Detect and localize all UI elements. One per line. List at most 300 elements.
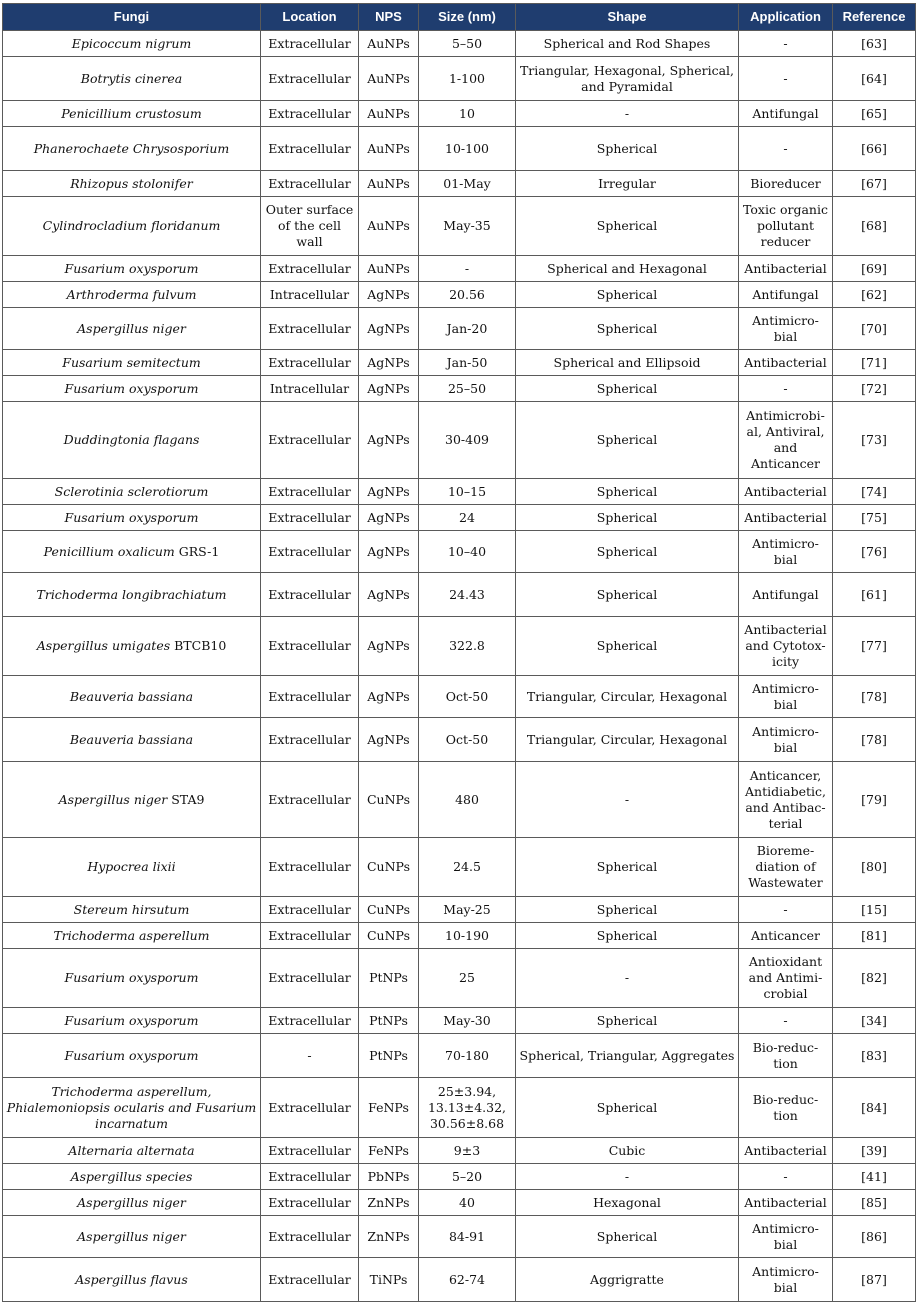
table-row (3, 197, 916, 256)
cell-reference: [79] (833, 762, 916, 838)
table-row (3, 1190, 916, 1216)
cell-fungi (3, 1008, 261, 1034)
cell-application: Bio-reduc-tion (739, 1034, 833, 1078)
cell-size: 10 (419, 101, 516, 127)
cell-nps: AgNPs (359, 676, 419, 718)
cell-application: Antimicro-bial (739, 531, 833, 573)
table-row (3, 1078, 916, 1138)
cell-application: Antimicrobi-al, Antiviral, and Anticancer (739, 402, 833, 479)
table-row (3, 350, 916, 376)
cell-fungi (3, 762, 261, 838)
cell-reference: [34] (833, 1008, 916, 1034)
cell-location: Extracellular (261, 1138, 359, 1164)
cell-reference: [86] (833, 1216, 916, 1258)
cell-location: - (261, 1034, 359, 1078)
cell-application: Antibacterial (739, 350, 833, 376)
cell-application: Antifungal (739, 573, 833, 617)
cell-application: - (739, 127, 833, 171)
cell-fungi (3, 531, 261, 573)
cell-fungi (3, 350, 261, 376)
cell-fungi (3, 282, 261, 308)
cell-size: 01-May (419, 171, 516, 197)
cell-shape: Spherical (516, 127, 739, 171)
cell-fungi (3, 1034, 261, 1078)
cell-application: Toxic organic pollutant reducer (739, 197, 833, 256)
cell-size: 25±3.94, 13.13±4.32, 30.56±8.68 (419, 1078, 516, 1138)
cell-nps: AuNPs (359, 256, 419, 282)
cell-application: Anticancer (739, 923, 833, 949)
cell-nps: CuNPs (359, 838, 419, 897)
cell-location: Extracellular (261, 57, 359, 101)
cell-fungi (3, 897, 261, 923)
cell-nps: PtNPs (359, 949, 419, 1008)
cell-size: 30-409 (419, 402, 516, 479)
cell-nps: AgNPs (359, 617, 419, 676)
cell-nps: AgNPs (359, 402, 419, 479)
cell-location: Extracellular (261, 402, 359, 479)
cell-fungi (3, 479, 261, 505)
cell-nps: AgNPs (359, 505, 419, 531)
fungi-name: Epicoccum nigrum (71, 35, 192, 51)
cell-shape: Triangular, Circular, Hexagonal (516, 718, 739, 762)
cell-nps: CuNPs (359, 762, 419, 838)
fungi-strain: BTCB10 (174, 638, 227, 653)
cell-shape: Spherical (516, 308, 739, 350)
cell-nps: AgNPs (359, 479, 419, 505)
cell-fungi (3, 617, 261, 676)
cell-application: - (739, 31, 833, 57)
table-row (3, 1216, 916, 1258)
cell-reference: [84] (833, 1078, 916, 1138)
table-row (3, 308, 916, 350)
cell-application: Antibacterial (739, 1190, 833, 1216)
table-row (3, 31, 916, 57)
header-fungi: Fungi (3, 4, 261, 31)
cell-fungi (3, 197, 261, 256)
table-row (3, 923, 916, 949)
fungi-name: Fusarium semitectum (62, 354, 201, 370)
cell-reference: [70] (833, 308, 916, 350)
cell-shape: Spherical (516, 1008, 739, 1034)
cell-nps: AgNPs (359, 718, 419, 762)
table-row (3, 838, 916, 897)
cell-location: Extracellular (261, 505, 359, 531)
cell-application: Antimicro-bial (739, 718, 833, 762)
fungi-nanoparticle-table (2, 3, 916, 1302)
table-row (3, 617, 916, 676)
cell-fungi (3, 31, 261, 57)
cell-application: - (739, 1008, 833, 1034)
cell-reference: [68] (833, 197, 916, 256)
fungi-name: Botrytis cinerea (80, 70, 183, 86)
cell-location: Extracellular (261, 31, 359, 57)
cell-fungi (3, 376, 261, 402)
cell-location: Extracellular (261, 1078, 359, 1138)
cell-size: 24.43 (419, 573, 516, 617)
cell-reference: [62] (833, 282, 916, 308)
table-row (3, 1258, 916, 1302)
table-row (3, 1138, 916, 1164)
cell-fungi (3, 1258, 261, 1302)
cell-fungi (3, 718, 261, 762)
cell-nps: AgNPs (359, 308, 419, 350)
fungi-name: Stereum hirsutum (73, 901, 190, 917)
cell-shape: Triangular, Circular, Hexagonal (516, 676, 739, 718)
cell-location: Extracellular (261, 617, 359, 676)
cell-nps: AgNPs (359, 376, 419, 402)
cell-fungi (3, 402, 261, 479)
cell-reference: [65] (833, 101, 916, 127)
table-row (3, 531, 916, 573)
cell-nps: TiNPs (359, 1258, 419, 1302)
cell-shape: Spherical (516, 531, 739, 573)
fungi-name: Trichoderma asperellum (53, 927, 210, 943)
fungi-name: Aspergillus niger (58, 791, 168, 807)
table-row (3, 949, 916, 1008)
table-row (3, 676, 916, 718)
cell-nps: AuNPs (359, 31, 419, 57)
cell-reference: [63] (833, 31, 916, 57)
cell-location: Extracellular (261, 573, 359, 617)
cell-fungi (3, 308, 261, 350)
cell-size: 5–50 (419, 31, 516, 57)
cell-reference: [78] (833, 676, 916, 718)
cell-shape: - (516, 101, 739, 127)
table-row (3, 897, 916, 923)
table-row (3, 479, 916, 505)
cell-shape: Aggrigratte (516, 1258, 739, 1302)
cell-fungi (3, 676, 261, 718)
cell-size: May-25 (419, 897, 516, 923)
cell-reference: [80] (833, 838, 916, 897)
cell-application: - (739, 897, 833, 923)
cell-location: Extracellular (261, 101, 359, 127)
cell-fungi (3, 1216, 261, 1258)
cell-reference: [78] (833, 718, 916, 762)
cell-application: Antifungal (739, 101, 833, 127)
cell-application: - (739, 1164, 833, 1190)
cell-location: Extracellular (261, 308, 359, 350)
fungi-name: Trichoderma longibrachiatum (36, 586, 227, 602)
cell-nps: AuNPs (359, 171, 419, 197)
cell-reference: [76] (833, 531, 916, 573)
fungi-name: Trichoderma asperellum, Phialemoniopsis ocularis and Fusarium incarnatum (6, 1083, 257, 1131)
cell-shape: Spherical and Rod Shapes (516, 31, 739, 57)
fungi-strain: STA9 (171, 791, 205, 807)
fungi-name: Aspergillus niger (77, 320, 186, 336)
fungi-name: Duddingtonia flagans (63, 432, 200, 447)
cell-shape: Spherical (516, 573, 739, 617)
cell-application: - (739, 376, 833, 402)
fungi-name: Aspergillus species (70, 1168, 193, 1184)
cell-size: 62-74 (419, 1258, 516, 1302)
fungi-name: Fusarium oxysporum (64, 260, 199, 276)
cell-application: Antimicro-bial (739, 308, 833, 350)
header-shape: Shape (516, 4, 739, 31)
table-row (3, 1008, 916, 1034)
cell-nps: PbNPs (359, 1164, 419, 1190)
cell-location: Intracellular (261, 376, 359, 402)
cell-location: Extracellular (261, 838, 359, 897)
cell-nps: AuNPs (359, 197, 419, 256)
table-row (3, 718, 916, 762)
cell-shape: Spherical (516, 402, 739, 479)
table-row (3, 127, 916, 171)
cell-shape: Spherical (516, 376, 739, 402)
header-reference: Reference (833, 4, 916, 31)
cell-reference: [83] (833, 1034, 916, 1078)
table-row (3, 573, 916, 617)
cell-reference: [67] (833, 171, 916, 197)
cell-size: 25–50 (419, 376, 516, 402)
cell-size: 322.8 (419, 617, 516, 676)
fungi-name: Aspergillus niger (77, 1194, 186, 1210)
cell-size: Jan-50 (419, 350, 516, 376)
cell-fungi (3, 101, 261, 127)
fungi-name: Cylindrocladium floridanum (42, 218, 221, 233)
cell-nps: CuNPs (359, 923, 419, 949)
cell-fungi (3, 1138, 261, 1164)
cell-shape: Spherical (516, 923, 739, 949)
header-row (3, 4, 916, 31)
cell-location: Extracellular (261, 949, 359, 1008)
cell-reference: [72] (833, 376, 916, 402)
table-row (3, 256, 916, 282)
table-row (3, 57, 916, 101)
cell-location: Extracellular (261, 762, 359, 838)
cell-application: Antibacterial (739, 505, 833, 531)
fungi-name: Fusarium oxysporum (64, 380, 199, 396)
cell-fungi (3, 1164, 261, 1190)
fungi-name: Penicillium crustosum (61, 105, 202, 121)
cell-nps: PtNPs (359, 1034, 419, 1078)
cell-size: 480 (419, 762, 516, 838)
cell-size: - (419, 256, 516, 282)
cell-application: Antibacterial (739, 479, 833, 505)
cell-application: Antibacterial (739, 256, 833, 282)
cell-size: 84-91 (419, 1216, 516, 1258)
cell-nps: AgNPs (359, 282, 419, 308)
cell-application: Antibacterial (739, 1138, 833, 1164)
cell-location: Extracellular (261, 897, 359, 923)
table-row (3, 505, 916, 531)
cell-location: Extracellular (261, 127, 359, 171)
fungi-name: Alternaria alternata (68, 1142, 195, 1158)
cell-size: 20.56 (419, 282, 516, 308)
cell-size: 1-100 (419, 57, 516, 101)
cell-shape: Spherical (516, 617, 739, 676)
cell-location: Extracellular (261, 1258, 359, 1302)
table-row (3, 282, 916, 308)
cell-reference: [64] (833, 57, 916, 101)
fungi-name: Beauveria bassiana (69, 731, 194, 747)
cell-size: 10–15 (419, 479, 516, 505)
cell-location: Extracellular (261, 1008, 359, 1034)
fungi-name: Phanerochaete Chrysosporium (33, 140, 230, 156)
cell-fungi (3, 838, 261, 897)
cell-shape: Spherical (516, 838, 739, 897)
cell-shape: Irregular (516, 171, 739, 197)
cell-fungi (3, 1078, 261, 1138)
cell-shape: Triangular, Hexagonal, Spherical, and Pyramidal (516, 57, 739, 101)
fungi-name: Fusarium oxysporum (64, 970, 199, 985)
cell-application: Antimicro-bial (739, 676, 833, 718)
cell-fungi (3, 505, 261, 531)
cell-size: May-30 (419, 1008, 516, 1034)
cell-application: Anticancer, Antidiabetic, and Antibac-terial (739, 762, 833, 838)
cell-size: May-35 (419, 197, 516, 256)
cell-reference: [81] (833, 923, 916, 949)
cell-location: Extracellular (261, 256, 359, 282)
table-row (3, 376, 916, 402)
cell-reference: [73] (833, 402, 916, 479)
cell-application: Antifungal (739, 282, 833, 308)
table-row (3, 402, 916, 479)
fungi-name: Fusarium oxysporum (64, 509, 199, 525)
fungi-name: Aspergillus niger (77, 1228, 186, 1244)
cell-fungi (3, 57, 261, 101)
cell-shape: Spherical (516, 282, 739, 308)
cell-reference: [87] (833, 1258, 916, 1302)
cell-shape: Spherical (516, 479, 739, 505)
header-location: Location (261, 4, 359, 31)
cell-location: Outer surface of the cell wall (261, 197, 359, 256)
cell-location: Extracellular (261, 1216, 359, 1258)
cell-location: Extracellular (261, 923, 359, 949)
table-row (3, 171, 916, 197)
cell-size: Oct-50 (419, 676, 516, 718)
cell-fungi (3, 1190, 261, 1216)
cell-size: 10–40 (419, 531, 516, 573)
cell-nps: FeNPs (359, 1138, 419, 1164)
table-row (3, 1034, 916, 1078)
fungi-name: Sclerotinia sclerotiorum (54, 483, 209, 499)
cell-reference: [75] (833, 505, 916, 531)
header-application: Application (739, 4, 833, 31)
cell-size: 70-180 (419, 1034, 516, 1078)
cell-fungi (3, 573, 261, 617)
cell-application: Bio-reduc-tion (739, 1078, 833, 1138)
fungi-name: Fusarium oxysporum (64, 1012, 199, 1028)
cell-reference: [77] (833, 617, 916, 676)
cell-shape: Spherical, Triangular, Aggregates (516, 1034, 739, 1078)
table-row (3, 762, 916, 838)
cell-nps: FeNPs (359, 1078, 419, 1138)
cell-application: Antioxidant and Antimi-crobial (739, 949, 833, 1008)
cell-size: Jan-20 (419, 308, 516, 350)
cell-size: 5–20 (419, 1164, 516, 1190)
cell-reference: [39] (833, 1138, 916, 1164)
cell-size: 9±3 (419, 1138, 516, 1164)
cell-reference: [61] (833, 573, 916, 617)
cell-reference: [85] (833, 1190, 916, 1216)
cell-application: Antibacterial and Cytotox-icity (739, 617, 833, 676)
cell-location: Extracellular (261, 718, 359, 762)
cell-size: 10-190 (419, 923, 516, 949)
cell-nps: AuNPs (359, 127, 419, 171)
cell-nps: AgNPs (359, 531, 419, 573)
cell-shape: - (516, 762, 739, 838)
cell-reference: [71] (833, 350, 916, 376)
cell-shape: - (516, 1164, 739, 1190)
cell-location: Extracellular (261, 531, 359, 573)
fungi-name: Hypocrea lixii (87, 859, 176, 874)
cell-shape: Spherical and Hexagonal (516, 256, 739, 282)
cell-shape: Spherical (516, 1216, 739, 1258)
table-body (3, 31, 916, 1302)
cell-location: Extracellular (261, 350, 359, 376)
cell-nps: AgNPs (359, 573, 419, 617)
cell-application: Bioreducer (739, 171, 833, 197)
cell-fungi (3, 923, 261, 949)
cell-location: Intracellular (261, 282, 359, 308)
cell-reference: [41] (833, 1164, 916, 1190)
fungi-name: Aspergillus flavus (75, 1271, 188, 1287)
cell-size: 25 (419, 949, 516, 1008)
cell-shape: Spherical (516, 197, 739, 256)
cell-size: 24 (419, 505, 516, 531)
cell-location: Extracellular (261, 1190, 359, 1216)
cell-location: Extracellular (261, 676, 359, 718)
cell-application: Antimicro-bial (739, 1216, 833, 1258)
fungi-strain: GRS-1 (178, 543, 220, 559)
cell-application: Antimicro-bial (739, 1258, 833, 1302)
cell-shape: - (516, 949, 739, 1008)
cell-size: 24.5 (419, 838, 516, 897)
cell-nps: ZnNPs (359, 1190, 419, 1216)
cell-shape: Spherical (516, 505, 739, 531)
cell-shape: Cubic (516, 1138, 739, 1164)
cell-reference: [74] (833, 479, 916, 505)
cell-nps: CuNPs (359, 897, 419, 923)
cell-shape: Spherical (516, 897, 739, 923)
fungi-name: Arthroderma fulvum (66, 286, 197, 302)
cell-shape: Spherical and Ellipsoid (516, 350, 739, 376)
cell-reference: [69] (833, 256, 916, 282)
cell-shape: Spherical (516, 1078, 739, 1138)
cell-size: 40 (419, 1190, 516, 1216)
cell-size: Oct-50 (419, 718, 516, 762)
header-nps: NPS (359, 4, 419, 31)
cell-reference: [82] (833, 949, 916, 1008)
cell-nps: AgNPs (359, 350, 419, 376)
table-row (3, 101, 916, 127)
fungi-name: Fusarium oxysporum (64, 1047, 199, 1063)
cell-nps: AuNPs (359, 101, 419, 127)
cell-reference: [15] (833, 897, 916, 923)
table-row (3, 1164, 916, 1190)
cell-fungi (3, 171, 261, 197)
cell-nps: PtNPs (359, 1008, 419, 1034)
cell-nps: ZnNPs (359, 1216, 419, 1258)
cell-location: Extracellular (261, 1164, 359, 1190)
cell-application: Bioreme-diation of Wastewater (739, 838, 833, 897)
cell-fungi (3, 256, 261, 282)
cell-fungi (3, 127, 261, 171)
cell-nps: AuNPs (359, 57, 419, 101)
cell-shape: Hexagonal (516, 1190, 739, 1216)
fungi-name: Beauveria bassiana (69, 688, 194, 704)
cell-size: 10-100 (419, 127, 516, 171)
cell-reference: [66] (833, 127, 916, 171)
fungi-name: Rhizopus stolonifer (70, 175, 193, 191)
header-size: Size (nm) (419, 4, 516, 31)
cell-location: Extracellular (261, 479, 359, 505)
cell-application: - (739, 57, 833, 101)
fungi-name: Aspergillus umigates (36, 638, 171, 653)
cell-fungi (3, 949, 261, 1008)
fungi-name: Penicillium oxalicum (43, 543, 175, 559)
